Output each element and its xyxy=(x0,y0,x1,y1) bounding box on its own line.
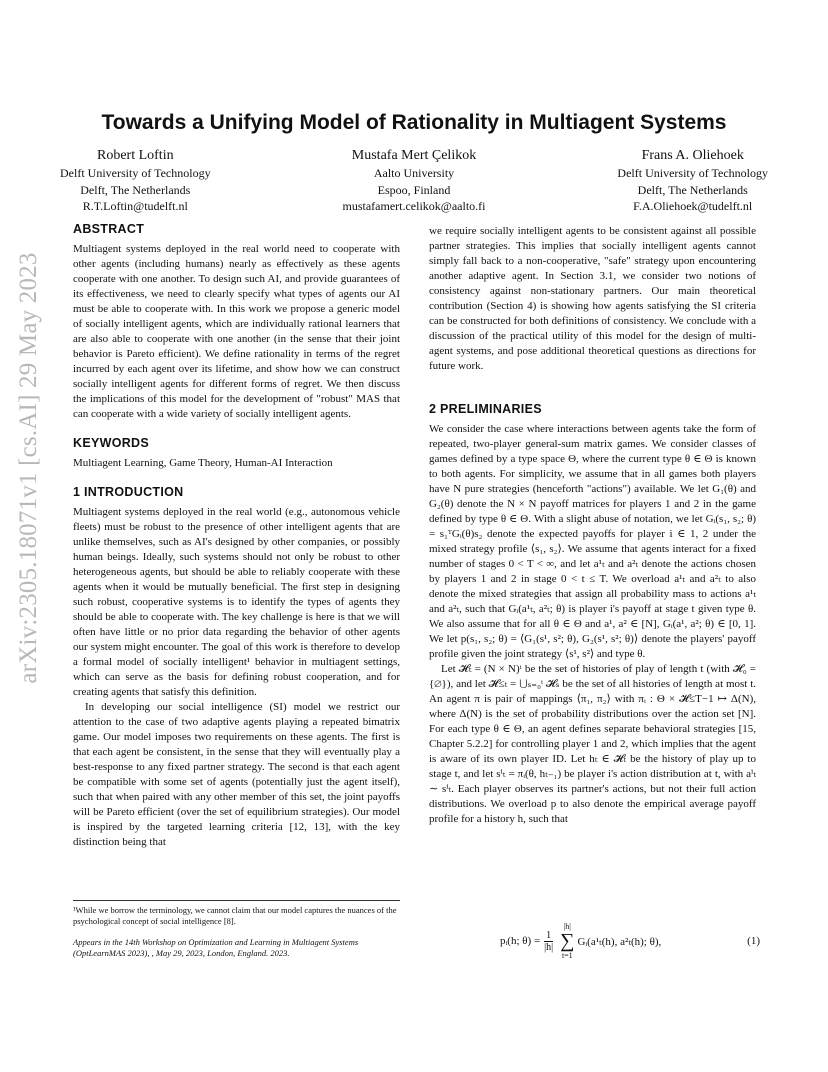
intro-paragraph-1: Multiagent systems deployed in the real world (e.g., autonomous vehicle fleets) must be robust to the presence of other intelligent agents that are unlike themselves, such as AI's designed by other companies, or possibly human beings. Ideally, such systems should not only be robust to other heterogeneous agents, but should be able to reliably cooperate with these agents when it would be mutually beneficial. The first step in designing such robust, cooperative systems is to identify the types of agents they should be able to cooperate with. The key challenge is here is that we will often have little or no prior data regarding the behavior of other agents our system might encounter. The goal of this work is therefore to develop a formal model of socially intelligent¹ behavior in multiagent settings, which can serve as the basis for defining robust cooperation, and for creating agents that satisfy this definition. xyxy=(73,506,400,698)
footnote: ¹While we borrow the terminology, we cannot claim that our model captures the nuances of the psychological concept of social intelligence [8]. xyxy=(73,900,400,927)
venue-note: Appears in the 14th Workshop on Optimization and Learning in Multiagent Systems (OptLearnMAS 2023), , May 29, 2023, London, England. 2023. xyxy=(73,937,359,958)
keywords-heading: KEYWORDS xyxy=(73,436,150,450)
fraction-numerator: 1 xyxy=(546,929,552,941)
equation-lhs: pᵢ(h; θ) = xyxy=(500,935,541,947)
abstract-heading: ABSTRACT xyxy=(73,222,145,236)
sum-upper-limit: |h| xyxy=(563,922,571,931)
equation-1 xyxy=(500,922,760,960)
author-block xyxy=(60,147,768,215)
prelim-paragraph-2: Let 𝓗ₜ = (N × N)ᵗ be the set of histories of play of length t (with 𝓗₀ = {∅}), and let 𝓗≤ₜ = ⋃ₛ₌₀ᵗ 𝓗ₛ be the set of all histories of length at most t. An agent π is pair of mappings ⟨π₁, π₂⟩ with πᵢ : Θ × 𝓗≤T−1 ↦ Δ(N), where Δ(N) is the set of probability distributions over the action set [N]. For each type θ ∈ Θ, an agent defines separate behavioral strategies [15, Chapter 5.2.2] for controlling player 1 and 2, which implies that the agent is aware of its own player ID. Let hₜ ∈ 𝓗ₜ be the history of play up to stage t, and let sⁱₜ = πᵢ(θ, hₜ₋₁) be player i's action distribution at t, with aⁱₜ ∼ sⁱₜ. Each player observes its partner's actions, but not their full action distributions. We overload p to also denote the empirical average payoff profile for a history h, such that xyxy=(429,663,756,825)
sum-lower-limit: t=1 xyxy=(561,951,573,960)
abstract-text: Multiagent systems deployed in the real world need to cooperate with other agents (including humans) nearly as effectively as these agents cooperate with one another. To design such AI, and provide guarantees of its effectiveness, we need to clearly specify what types of agents our AI must be able to cooperate with. In this work we propose a generic model of socially intelligent agents, which are individually rational learners that are also able to cooperate with one another (in the sense that their joint behavior is Pareto efficient). We define rationality in terms of the regret incurred by each agent over its lifetime, and show how we can construct socially intelligent agents for different forms of regret. We then discuss the implications of this model for the development of "robust" MAS that can cooperate with a wide variety of socially intelligent agents. xyxy=(73,243,400,420)
paper-title: Towards a Unifying Model of Rationality in Multiagent Systems xyxy=(101,111,727,134)
introduction-heading: 1 INTRODUCTION xyxy=(73,485,184,499)
preliminaries-heading: 2 PRELIMINARIES xyxy=(429,402,542,416)
author-affiliation: Delft University of Technology xyxy=(617,166,768,180)
author-email: mustafamert.celikok@aalto.fi xyxy=(342,199,486,213)
arxiv-watermark: arXiv:2305.18071v1 [cs.AI] 29 May 2023 xyxy=(15,252,42,684)
intro-paragraph-2: In developing our social intelligence (SI) model we restrict our attention to the case of two adaptive agents playing a repeated bimatrix game. Our model imposes two requirements on these agents. The first is that each agent be consistent, in the sense that they will eventually play a best-response to any fixed partner strategy. The second is that each agent be compatible with some set of agents (potentially just the agent itself), such that when paired with any other member of this set, the joint payoffs will be Pareto efficient (over the set of equilibrium strategies). Our model is inspired by the targeted learning criteria [12, 13], with the key distinction being that xyxy=(73,701,400,848)
equation-fraction xyxy=(544,930,553,953)
right-column xyxy=(429,224,756,827)
equation-rhs: Gᵢ(a¹ₜ(h), a²ₜ(h); θ), xyxy=(577,935,662,948)
author-3 xyxy=(617,147,768,215)
author-1 xyxy=(60,147,211,215)
author-2 xyxy=(343,147,486,215)
equation-number: (1) xyxy=(747,935,760,947)
author-name: Robert Loftin xyxy=(96,148,174,163)
author-location: Espoo, Finland xyxy=(377,182,451,197)
intro-paragraph-3: we require socially intelligent agents to be consistent against all possible partner strategies. This implies that socially intelligent agents cannot simply fall back to a non-cooperative, "safe" strategy upon encountering another adaptive agent. In Section 3.1, we consider two notions of consistency against non-stationary partners. Our main theoretical contribution (Section 4) is showing how agents satisfying the SI criteria can be constructed for both definitions of consistency. We conclude with a discussion of the practical utility of this model for the design of multi-agent systems, and pose additional theoretical questions as directions for future work. xyxy=(429,225,756,372)
prelim-paragraph-1: We consider the case where interactions between agents take the form of repeated, two-player general-sum matrix games. We consider classes of games defined by a type space Θ, where the current type θ ∈ Θ is known to both agents. For simplicity, we assume that in all games both players have N pure strategies (henceforth "actions") available. We let G₁(θ) and G₂(θ) denote the N × N payoff matrices for players 1 and 2 in the game defined by type θ ∈ Θ. With a slight abuse of notation, we let Gᵢ(s₁, s₂; θ) = s₁ᵀGᵢ(θ)s₂ denote the expected payoffs for player i ∈ 1, 2 under the mixed strategy profile ⟨s₁, s₂⟩. We assume that agents interact for a fixed number of stages 0 < T < ∞, and let a¹ₜ and a²ₜ denote the actions chosen by players 1 and 2 in stage 0 < t ≤ T. We overload a¹ₜ and a²ₜ to also denote the mixed strategies that assign all probability mass to actions a¹ₜ and a²ₜ, such that Gᵢ(a¹ₜ, a²ₜ; θ) is player i's payoff at stage t given type θ. We also assume that for all θ ∈ Θ and a¹, a² ∈ [N], Gᵢ(a¹, a²; θ) ∈ [0, 1]. We let p(s₁, s₂; θ) = ⟨G₁(s¹, s²; θ), G₂(s¹, s²; θ)⟩ denote the players' payoff profile given the joint strategy ⟨s¹, s²⟩ and type θ. xyxy=(429,423,756,660)
fraction-denominator: |h| xyxy=(544,941,554,953)
author-email: F.A.Oliehoek@tudelft.nl xyxy=(633,199,753,213)
keywords-text: Multiagent Learning, Game Theory, Human-AI Interaction xyxy=(73,457,333,469)
sigma-symbol: ∑ xyxy=(560,930,575,952)
author-name: Frans A. Oliehoek xyxy=(641,148,744,163)
left-column xyxy=(73,222,400,850)
author-location: Delft, The Netherlands xyxy=(80,182,191,197)
author-name: Mustafa Mert Çelikok xyxy=(351,148,477,163)
author-affiliation: Delft University of Technology xyxy=(60,166,211,180)
summation xyxy=(560,922,574,960)
author-location: Delft, The Netherlands xyxy=(637,182,748,197)
author-email: R.T.Loftin@tudelft.nl xyxy=(82,199,188,213)
equation-body xyxy=(500,922,661,960)
author-affiliation: Aalto University xyxy=(373,166,455,180)
